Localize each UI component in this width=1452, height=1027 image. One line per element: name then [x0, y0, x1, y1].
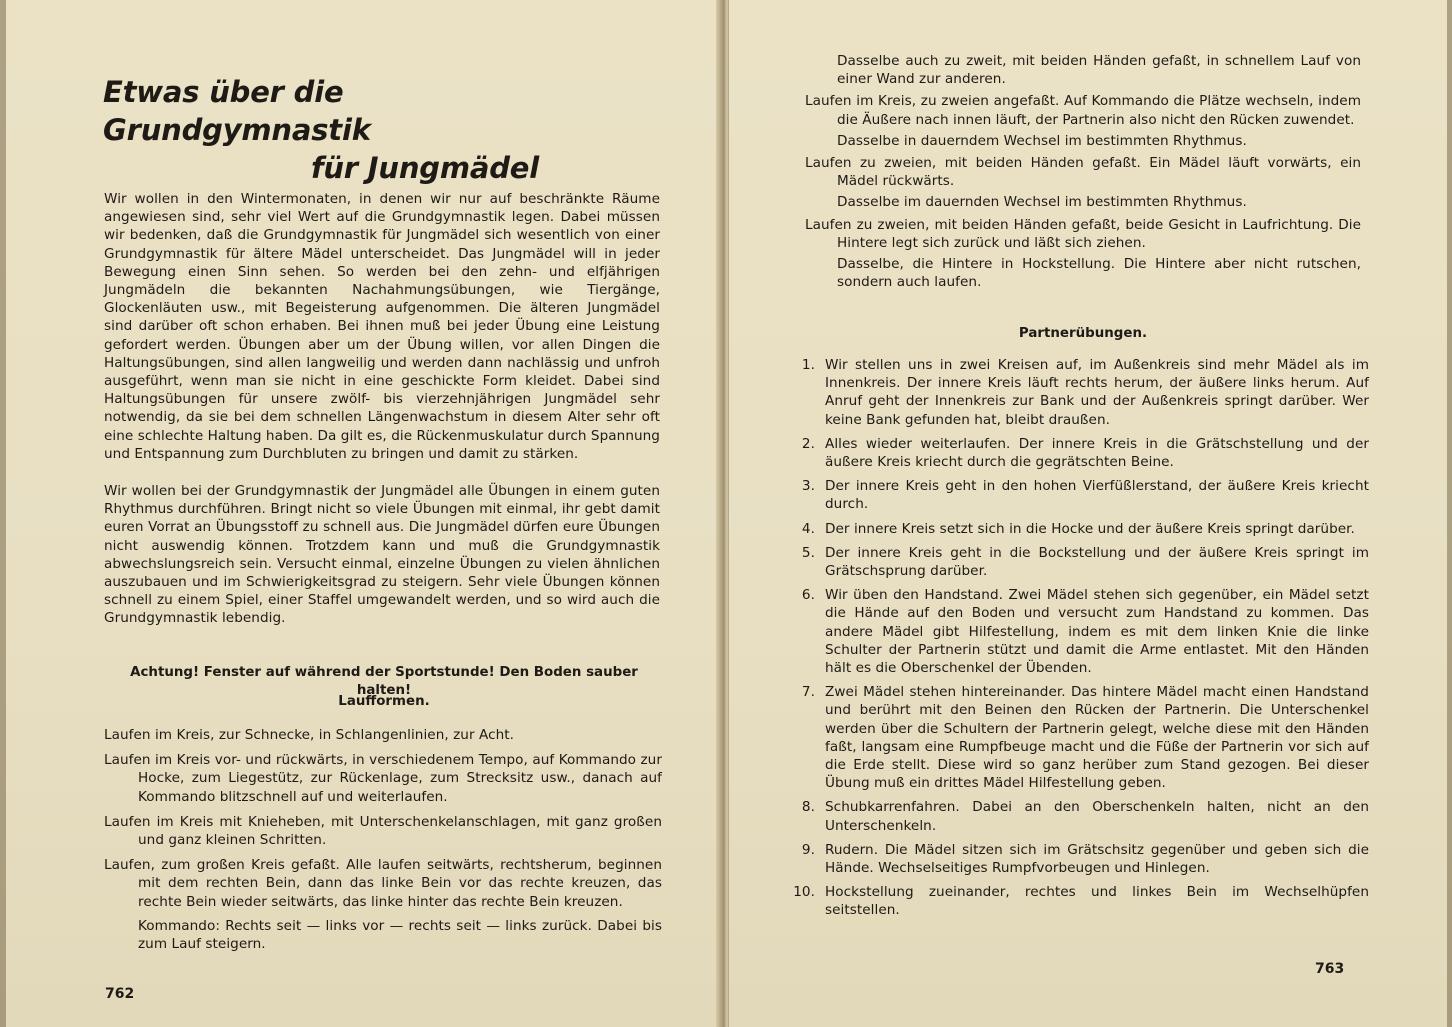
item-text: Alles wieder weiterlaufen. Der innere Kreis in die Grätschstellung und der äußere Kreis kriecht durch die gegrätschten Beine.: [825, 435, 1369, 471]
numbered-item: [785, 683, 1369, 792]
item-number: 1.: [801, 357, 815, 373]
item-text: Hockstellung zueinander, rechtes und linkes Bein im Wechselhüpfen seitstellen.: [825, 884, 1369, 919]
paragraph-text: Wir wollen in den Wintermonaten, in denen wir nur auf beschränkte Räume angewiesen sind, sehr viel Wert auf die Grundgymnastik legen. Dabei müssen wir bedenken, daß die Grundgymnastik für Jungmädel sich wesentlich von einer Grundgymnastik für ältere Mädel unterscheidet. Das Jungmädel will in jeder Bewegung einen Sinn sehen. So werden bei den zehn- und elfjährigen Jungmädeln die bekannten Nachahmungsübungen, wie Tiergänge, Glockenläuten usw., mit Begeisterung aufgenommen. Die älteren Jungmädel sind darüber oft schon erhaben. Bei ihnen muß bei jeder Übung eine Leistung gefordert werden. Übungen aber um der Übung willen, vor allen Dingen die Haltungsübungen, sind allen langweilig und werden dann nachlässig und unfroh ausgeführt, wenn man sie nicht in eine geschickte Form kleidet. Dabei sind Haltungsübungen für unsere zwölf- bis vierzehnjährigen Jungmädel sehr notwendig, da sie bei dem schnellen Längenwachstum in diesem Alter sehr oft eine schlechte Haltung haben. Da gilt es, die Rückenmuskulatur durch Spannung und Entspannung zum Durchbluten zu bringen und damit zu stärken.: [104, 191, 660, 462]
scan-edge-right: [1447, 0, 1452, 1027]
numbered-item: [785, 883, 1369, 919]
list-item: [104, 856, 662, 953]
list-item: [805, 216, 1361, 292]
list-item: [104, 751, 662, 806]
numbered-item: [785, 798, 1369, 834]
entry-text: Laufen im Kreis, zu zweien angefaßt. Auf Kommando die Plätze wechseln, indem die Äußere nach innen läuft, der Partnerin also nicht den Rücken zuwendet.: [805, 93, 1361, 128]
scan-edge-left: [0, 0, 6, 1027]
numbered-item: [785, 520, 1369, 538]
laufformen-continued-list: [805, 52, 1361, 295]
item-number: 9.: [801, 841, 815, 858]
laufformen-list: [104, 726, 662, 960]
item-text: Wir üben den Handstand. Zwei Mädel stehen sich gegenüber, ein Mädel setzt die Hände auf den Boden und versucht zum Handstand zu kommen. Das andere Mädel gibt Hilfestellung, indem es mit dem linken Knie die linke Schulter der Partnerin stützt und damit die Arme entlastet. Mit den Händen hält es die Oberschenkel der Übenden.: [825, 587, 1369, 677]
section-heading-laufformen: Laufformen.: [338, 694, 430, 709]
paragraph-text: Wir wollen bei der Grundgymnastik der Jungmädel alle Übungen in einem guten Rhythmus durchführen. Bringt nicht so viele Übungen mit einmal, ihr gebt damit euren Vorrat an Übungsstoff zu schnell aus. Die Jungmädel dürfen eure Übungen nicht auswendig können. Trotzdem kann und muß die Grundgymnastik abwechslungsreich sein. Versucht einmal, einzelne Übungen zu vielen ähnlichen auszubauen und im Schwierigkeitsgrad zu steigern. Sehr viele Übungen können schnell zu einem Spiel, einer Staffel umgewandelt werden, und so wird auch die Grundgymnastik lebendig.: [104, 483, 660, 627]
numbered-item: [785, 544, 1369, 580]
item-text: Wir stellen uns in zwei Kreisen auf, im Außenkreis sind mehr Mädel als im Innenkreis. Der innere Kreis läuft rechts herum, der äußere links herum. Auf Anruf geht der Innenkreis zur Bank und der Außenkreis springt darüber. Wer keine Bank gefunden hat, bleibt draußen.: [825, 357, 1369, 428]
right-page: [728, 0, 1452, 1027]
notice-line: Achtung! Fenster auf während der Sportstunde! Den Boden sauber halten!: [130, 665, 638, 698]
entry-text: Laufen im Kreis vor- und rückwärts, in verschiedenem Tempo, auf Kommando zur Hocke, zum Liegestütz, zur Rückenlage, zum Strecksitz usw., danach auf Kommando blitzschnell auf und weiterlaufen.: [104, 752, 662, 805]
item-text: Der innere Kreis geht in den hohen Vierfüßlerstand, der äußere Kreis kriecht durch.: [825, 478, 1369, 513]
entry-subtext: Dasselbe im dauernden Wechsel im bestimmten Rhythmus.: [837, 194, 1247, 211]
entry-text: Laufen zu zweien, mit beiden Händen gefaßt. Ein Mädel läuft vorwärts, ein Mädel rückwärts.: [805, 155, 1361, 190]
item-number: 10.: [793, 884, 815, 901]
item-text: Rudern. Die Mädel sitzen sich im Grätschsitz gegenüber und geben sich die Hände. Wechselseitiges Rumpfvorbeugen und Hinlegen.: [825, 841, 1369, 877]
numbered-item: [785, 435, 1369, 471]
partner-exercise-list: [785, 356, 1369, 926]
numbered-item: [785, 841, 1369, 877]
numbered-item: [785, 586, 1369, 677]
entry-text: Laufen, zum großen Kreis gefaßt. Alle laufen seitwärts, rechtsherum, beginnen mit dem rechten Bein, dann das linke Bein vor das rechte kreuzen, das rechte Bein wieder seitwärts, das linke hinter das rechte Bein kreuzen.: [104, 857, 662, 910]
item-number: 4.: [801, 520, 815, 537]
intro-paragraph-1: [104, 190, 660, 463]
entry-text: Laufen im Kreis, zur Schnecke, in Schlangenlinien, zur Acht.: [104, 727, 515, 743]
title-line-1: Etwas über die Grundgymnastik: [103, 75, 371, 147]
entry-text: Dasselbe auch zu zweit, mit beiden Händen gefaßt, in schnellem Lauf von einer Wand zur anderen.: [837, 53, 1361, 88]
page-number-left: 762: [105, 986, 135, 1002]
list-item: [805, 92, 1361, 150]
list-item: [104, 726, 662, 744]
item-text: Zwei Mädel stehen hintereinander. Das hintere Mädel macht einen Handstand und berührt mit den Beinen den Rücken der Partnerin. Die Unterschenkel werden über die Schultern der Partnerin gelegt, welche diese mit den Händen faßt, langsam eine Rumpfbeuge macht und die Füße der Partnerin vor sich auf die Erde stellt. Diese wird so ganz herüber zum Stand gezogen. Bei dieser Übung muß ein drittes Mädel Hilfestellung geben.: [825, 684, 1369, 792]
list-item: [805, 154, 1361, 212]
list-item: [104, 813, 662, 849]
section-heading-partnerubungen: Partnerübungen.: [1018, 326, 1148, 341]
item-text: Der innere Kreis setzt sich in die Hocke und der äußere Kreis springt darüber.: [825, 520, 1355, 537]
item-number: 7.: [801, 684, 815, 701]
item-text: Der innere Kreis geht in die Bockstellung und der äußere Kreis springt im Grätschsprung darüber.: [825, 544, 1369, 580]
numbered-item: [785, 477, 1369, 513]
page-number-right: 763: [1315, 961, 1345, 977]
entry-text: Laufen im Kreis mit Knieheben, mit Unterschenkelanschlagen, mit ganz großen und ganz kleinen Schritten.: [104, 813, 662, 849]
entry-subtext: Dasselbe, die Hintere in Hockstellung. Die Hintere aber nicht rutschen, sondern auch laufen.: [837, 256, 1361, 291]
entry-subtext: Kommando: Rechts seit — links vor — rechts seit — links zurück. Dabei bis zum Lauf steigern.: [138, 917, 662, 953]
item-number: 5.: [801, 544, 815, 561]
intro-paragraph-2: [104, 482, 660, 628]
item-number: 8.: [801, 799, 815, 816]
entry-text: Laufen zu zweien, mit beiden Händen gefaßt, beide Gesicht in Laufrichtung. Die Hintere legt sich zurück und läßt sich ziehen.: [805, 216, 1361, 251]
list-item: [805, 52, 1361, 88]
item-number: 6.: [801, 587, 815, 604]
item-number: 2.: [801, 435, 815, 452]
left-page: [0, 0, 723, 1027]
entry-subtext: Dasselbe in dauerndem Wechsel im bestimmten Rhythmus.: [837, 132, 1247, 149]
page-title: [103, 73, 543, 187]
item-number: 3.: [801, 478, 815, 495]
numbered-item: [785, 356, 1369, 429]
item-text: Schubkarrenfahren. Dabei an den Oberschenkeln halten, nicht an den Unterschenkeln.: [825, 799, 1369, 834]
title-line-2: für Jungmädel: [310, 151, 539, 185]
